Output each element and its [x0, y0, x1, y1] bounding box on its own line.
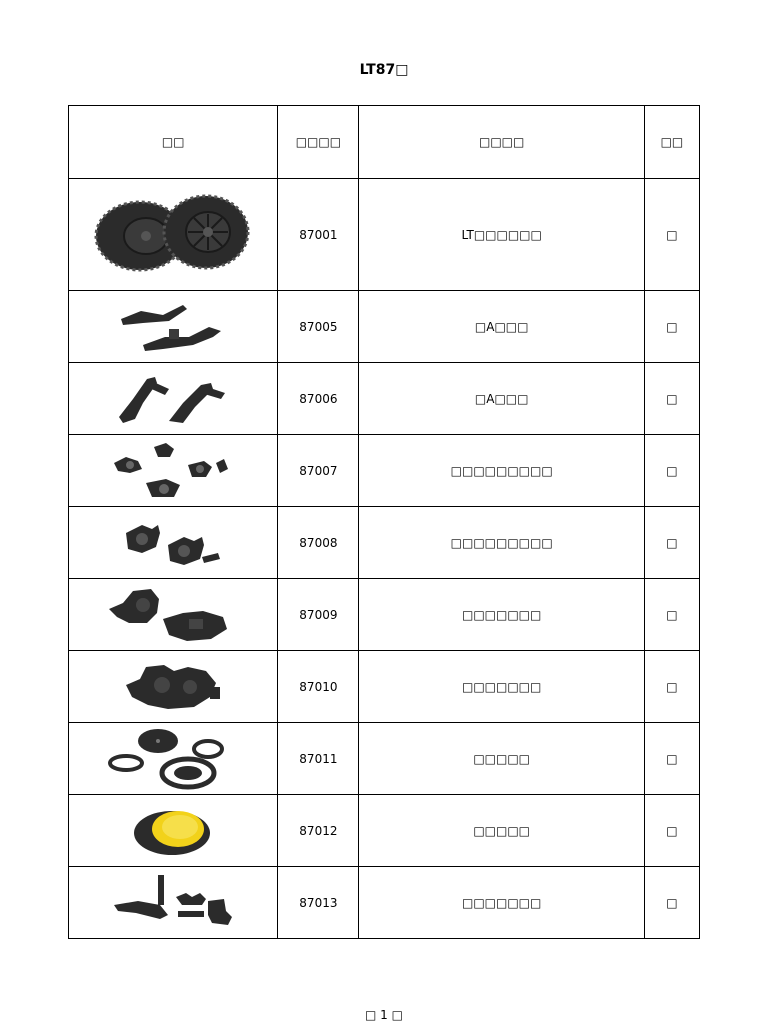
- part-note: □: [644, 291, 699, 363]
- part-code: 87012: [278, 795, 359, 867]
- part-name: □□□□□□□: [359, 579, 644, 651]
- part-name: □□□□□: [359, 795, 644, 867]
- foam-filter-image: [128, 801, 218, 861]
- part-name: □□□□□□□: [359, 651, 644, 723]
- part-code: 87007: [278, 435, 359, 507]
- part-note: □: [644, 363, 699, 435]
- part-name: □□□□□□□□□: [359, 507, 644, 579]
- table-row: [69, 179, 700, 291]
- table-row: [69, 651, 700, 723]
- part-code: 87008: [278, 507, 359, 579]
- table-row: [69, 723, 700, 795]
- part-note: □: [644, 179, 699, 291]
- part-note: □: [644, 723, 699, 795]
- part-code: 87010: [278, 651, 359, 723]
- part-note: □: [644, 579, 699, 651]
- rear-a-arm-image: [113, 369, 233, 429]
- part-name: □A□□□: [359, 363, 644, 435]
- header-code: □□□□: [278, 106, 359, 179]
- table-row: [69, 507, 700, 579]
- diff-case-image: [118, 657, 228, 717]
- table-row: [69, 435, 700, 507]
- part-note: □: [644, 435, 699, 507]
- part-name: □A□□□: [359, 291, 644, 363]
- bracket-set-image: [108, 871, 238, 935]
- part-code: 87001: [278, 179, 359, 291]
- table-row: [69, 291, 700, 363]
- table-row: [69, 867, 700, 939]
- table-header-row: [69, 106, 700, 179]
- part-code: 87006: [278, 363, 359, 435]
- part-code: 87009: [278, 579, 359, 651]
- part-name: □□□□□□□□□: [359, 435, 644, 507]
- part-note: □: [644, 651, 699, 723]
- part-note: □: [644, 507, 699, 579]
- header-image: □□: [69, 106, 278, 179]
- parts-table: [68, 105, 700, 939]
- part-image-cell: [69, 867, 278, 939]
- part-image-cell: [69, 507, 278, 579]
- part-note: □: [644, 867, 699, 939]
- table-row: [69, 579, 700, 651]
- part-name: LT□□□□□□: [359, 179, 644, 291]
- part-image-cell: [69, 435, 278, 507]
- part-image-cell: [69, 795, 278, 867]
- header-name: □□□□: [359, 106, 644, 179]
- tire-pair-image: [88, 190, 258, 280]
- tire-right: [164, 196, 248, 268]
- part-image-cell: [69, 723, 278, 795]
- part-image-cell: [69, 579, 278, 651]
- part-name: □□□□□: [359, 723, 644, 795]
- part-note: □: [644, 795, 699, 867]
- document-title: LT87□: [359, 62, 409, 78]
- front-a-arm-image: [113, 297, 233, 357]
- part-code: 87005: [278, 291, 359, 363]
- part-name: □□□□□□□: [359, 867, 644, 939]
- table-row: [69, 363, 700, 435]
- part-image-cell: [69, 363, 278, 435]
- part-code: 87011: [278, 723, 359, 795]
- part-image-cell: [69, 651, 278, 723]
- brake-disc-set-image: [108, 727, 238, 791]
- header-note: □□: [644, 106, 699, 179]
- page-number: □ 1 □: [365, 1008, 403, 1022]
- rear-hub-carrier-image: [118, 513, 228, 573]
- front-hub-carrier-image: [108, 439, 238, 503]
- table-row: [69, 795, 700, 867]
- part-code: 87013: [278, 867, 359, 939]
- gearbox-housing-image: [103, 583, 243, 647]
- part-image-cell: [69, 179, 278, 291]
- part-image-cell: [69, 291, 278, 363]
